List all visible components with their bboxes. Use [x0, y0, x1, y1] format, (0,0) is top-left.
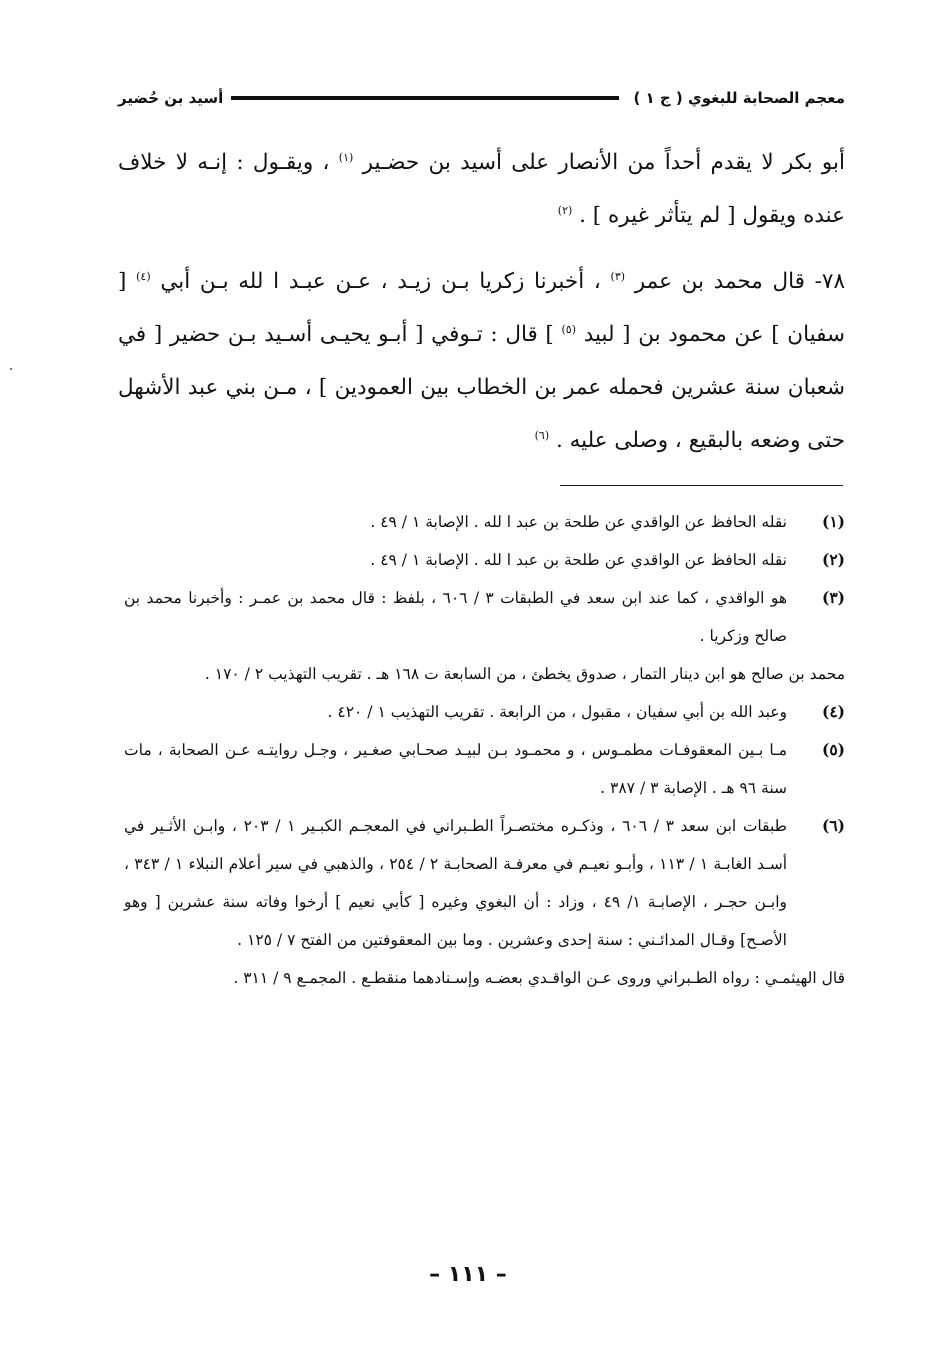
footnote-body [124, 503, 787, 541]
header-entry-title: أسيد بن حُضير [118, 89, 224, 107]
footnote-text: مـا بـين المعقوفـات مطمـوس ، و محمـود بـن لبيـد صحـابي صغـير ، وجـل روايتـه عـن الصحابة ، مات سنة ٩٦ هـ . الإصابة ٣ / ٣٨٧ . [124, 741, 787, 797]
footnote-separator [560, 485, 843, 486]
footnote [124, 579, 845, 693]
header-rule [231, 96, 619, 100]
footnote-text: قال الهيثمـي : رواه الطـبراني وروى عـن الواقـدي بعضـه وإسـنادهما منقطـع . المجمـع ٩ / ٣١١ . [233, 969, 845, 987]
footnote-body [124, 541, 787, 579]
footnote [124, 503, 845, 541]
footnote-number: (٢) [821, 550, 845, 569]
footnote [124, 541, 845, 579]
footnote-number: (٤) [821, 702, 845, 721]
text-segment: ، أخبرنا زكريا بـن زيـد ، عـن عبـد ا لله بـن أبي [160, 269, 601, 294]
footnote-number: (٦) [821, 816, 845, 835]
main-paragraph [118, 255, 845, 467]
footnote-text: محمد بن صالح هو ابن دينار التمار ، صدوق يخطئ ، من السابعة ت ١٦٨ هـ . تقريب التهذيب ٢ / ١٧٠ . [204, 665, 845, 683]
footnote-body [124, 731, 787, 807]
text-segment: [ سفيان ] عن محمود بن [ لبيد [118, 269, 845, 347]
footnote-body [124, 693, 787, 731]
text-segment: ٧٨- قال محمد بن عمر [634, 269, 846, 294]
footnote-ref: (٣) [610, 269, 626, 283]
footnote-ref: (٤) [136, 269, 151, 283]
text-segment: أبو بكر لا يقدم أحداً من الأنصار على أسيد بن حضـير [362, 150, 845, 175]
main-text [118, 136, 845, 467]
main-paragraph [118, 136, 845, 242]
footnote [124, 693, 845, 731]
footnote-number: (٣) [821, 588, 845, 607]
text-segment: ، ويقـول : إنـه لا خلاف عنده ويقول [ لم يتأثر غيره ] . [118, 150, 845, 228]
footnote-number: (١) [821, 512, 845, 531]
header-book-title: معجم الصحابة للبغوي ( ج ١ ) [633, 89, 845, 107]
footnote-number: (٥) [821, 740, 845, 759]
footnote-ref: (٥) [561, 322, 577, 336]
footnote [124, 807, 845, 997]
running-header [118, 84, 845, 112]
scan-speck [10, 368, 12, 370]
footnote [124, 731, 845, 807]
page-number: – ١١١ – [429, 1262, 507, 1287]
footnote-text: وعبد الله بن أبي سفيان ، مقبول ، من الرابعة . تقريب التهذيب ١ / ٤٢٠ . [327, 703, 787, 721]
footnotes [124, 503, 845, 997]
footnote-body [124, 579, 845, 693]
footnote-text: طبقات ابن سعد ٣ / ٦٠٦ ، وذكـره مختصـراً الطـبراني في المعجـم الكبـير ١ / ٢٠٣ ، وابـن الأثـير في أسـد الغابـة ١ / ١١٣ ، وأبـو نعيـم في معرفـة الصحابـة ٢ / ٢٥٤ ، والذهبي في سير أعلام النبلاء ١ / ٣٤٣ ، وابـن حجـر ، الإصابـة ١/ ٤٩ ، وزاد : أن البغوي وغيره [ كأبي نعيم ] أرخوا وفاته سنة عشرين [ وهو الأصـح] وقـال المدائـني : سنة إحدى وعشرين . وما بين المعقوفتين من الفتح ٧ / ١٢٥ . [124, 817, 788, 949]
footnote-body [124, 807, 845, 997]
footnote-text: هو الواقدي ، كما عند ابن سعد في الطبقات ٣ / ٦٠٦ ، بلفظ : قال محمد بن عمـر : وأخبرنا محمد بن صالح وزكريا . [124, 589, 788, 645]
text-segment: ] قال : تـوفي [ أبـو يحيـى أسـيد بـن حضير [ في شعبان سنة عشرين فحمله عمر بن الخطاب بين العمودين ] ، مـن بني عبد الأشهل حتى وضعه بالبقيع ، وصلى عليه . [118, 322, 845, 453]
footnote-text: نقله الحافظ عن الواقدي عن طلحة بن عبد ا لله . الإصابة ١ / ٤٩ . [370, 513, 787, 531]
footnote-text: نقله الحافظ عن الواقدي عن طلحة بن عبد ا لله . الإصابة ١ / ٤٩ . [370, 551, 787, 569]
footnote-ref: (١) [338, 150, 354, 164]
footnote-ref: (٢) [557, 203, 573, 217]
footnote-ref: (٦) [534, 428, 550, 442]
